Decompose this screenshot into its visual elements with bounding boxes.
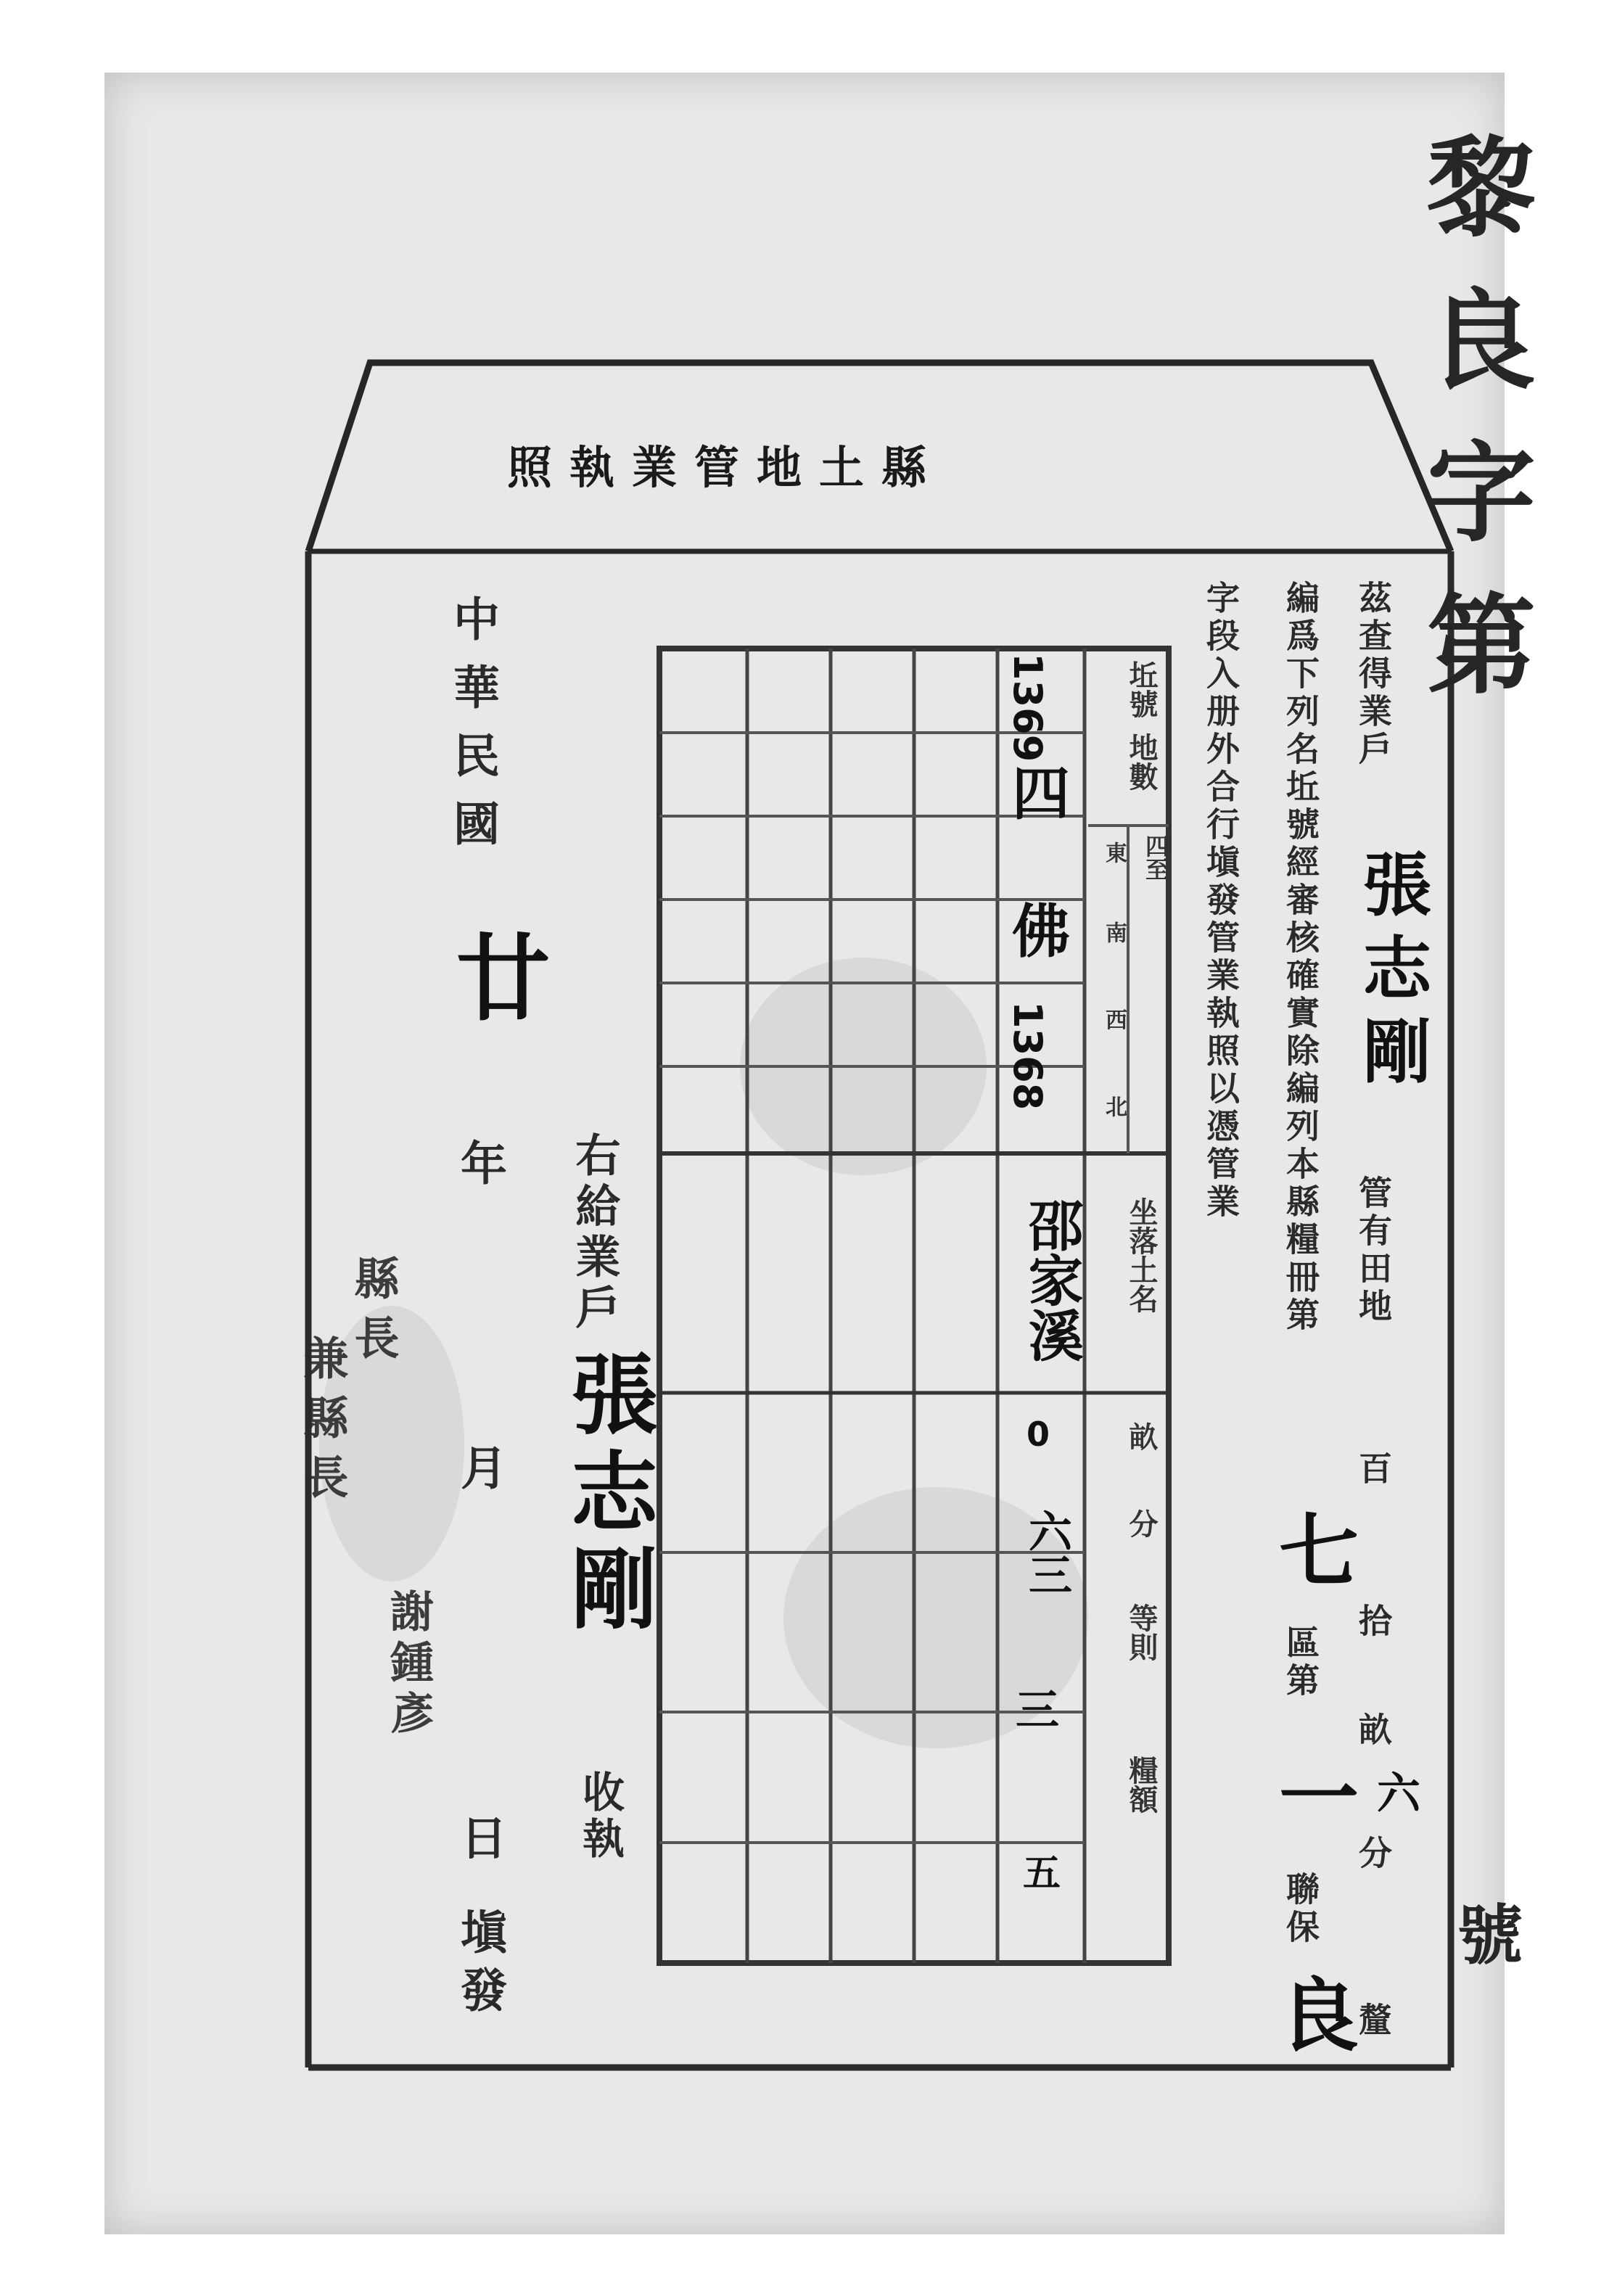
cell-count: 四 xyxy=(1012,760,1070,828)
cell-location: 邵家溪 xyxy=(1019,1197,1084,1362)
document-title: 縣土地管業執照 xyxy=(506,441,944,494)
issue-owner-hand: 張志剛 xyxy=(556,1349,657,1641)
date-era: 中華民國 xyxy=(445,595,500,868)
cell-plot-no: 1369 xyxy=(1005,653,1050,762)
owner-name-hand: 張志剛 xyxy=(1351,849,1431,1099)
issue-label: 右給業戶 xyxy=(568,1132,621,1335)
header-fen: 分 xyxy=(1124,1509,1159,1538)
header-east: 東 xyxy=(1101,842,1127,863)
land-table xyxy=(657,646,1172,1966)
date-day-label: 日 xyxy=(453,1814,507,1860)
cell-grade: 三 xyxy=(1016,1685,1059,1736)
header-tax: 糧額 xyxy=(1124,1756,1159,1814)
body-line-1-mid: 管有田地 xyxy=(1354,1175,1393,1326)
magistrate-name: 謝鍾彥 xyxy=(383,1589,434,1741)
header-count: 地數 xyxy=(1124,733,1159,791)
header-south: 南 xyxy=(1101,921,1127,943)
header-boundaries: 四至 xyxy=(1142,834,1169,881)
date-month-label: 月 xyxy=(453,1444,507,1490)
body-line-3: 字段入册外合行塡發管業執照以憑管業 xyxy=(1201,580,1240,1222)
header-location: 坐落土名 xyxy=(1124,1197,1159,1313)
header-north: 北 xyxy=(1101,1095,1127,1117)
magistrate-title-2: 兼縣長 xyxy=(296,1335,349,1513)
cell-tax: 五 xyxy=(1023,1852,1061,1896)
magistrate-title-1: 縣長 xyxy=(347,1255,400,1374)
unit-li: 釐 xyxy=(1354,2002,1393,2036)
table-grid xyxy=(657,646,1172,1966)
unit-bai: 百 xyxy=(1354,1451,1393,1484)
body-line-2-end: 區第 xyxy=(1281,1625,1320,1700)
header-plot-no: 坵號 xyxy=(1124,660,1159,718)
header-grade: 等則 xyxy=(1124,1603,1159,1661)
unit-mu: 畝 xyxy=(1354,1712,1393,1745)
cell-east: 佛 xyxy=(1012,898,1070,966)
mu-value-hand: 六 xyxy=(1370,1770,1420,1814)
date-year-label: 年 xyxy=(453,1139,507,1185)
lianbao-name-hand: 良 xyxy=(1266,1973,1359,2053)
district-hand: 七 xyxy=(1266,1509,1359,1589)
header-west: 西 xyxy=(1101,1008,1127,1030)
outer-serial-label: 黎良字第 xyxy=(1408,131,1534,740)
lianbao-label: 聯保 xyxy=(1281,1872,1320,1947)
outer-serial-suffix: 號 xyxy=(1446,1901,1522,1972)
header-mu: 畝 xyxy=(1124,1422,1159,1451)
unit-shi: 拾 xyxy=(1354,1603,1393,1637)
body-line-2: 編爲下列名坵號經審核確實除編列本縣糧冊第 xyxy=(1281,580,1320,1335)
date-year-hand: 廿 xyxy=(440,929,551,1023)
issue-receive: 收執 xyxy=(575,1770,625,1863)
date-issue-label: 塡發 xyxy=(453,1908,507,2024)
lianbao-number-hand: 一 xyxy=(1266,1756,1359,1835)
cell-mu: 0 xyxy=(1026,1415,1050,1454)
body-line-1: 茲查得業戶 xyxy=(1354,580,1393,769)
unit-fen: 分 xyxy=(1354,1835,1393,1869)
cell-west: 1368 xyxy=(1005,1001,1050,1111)
cell-fen: 六三 xyxy=(1021,1509,1072,1596)
